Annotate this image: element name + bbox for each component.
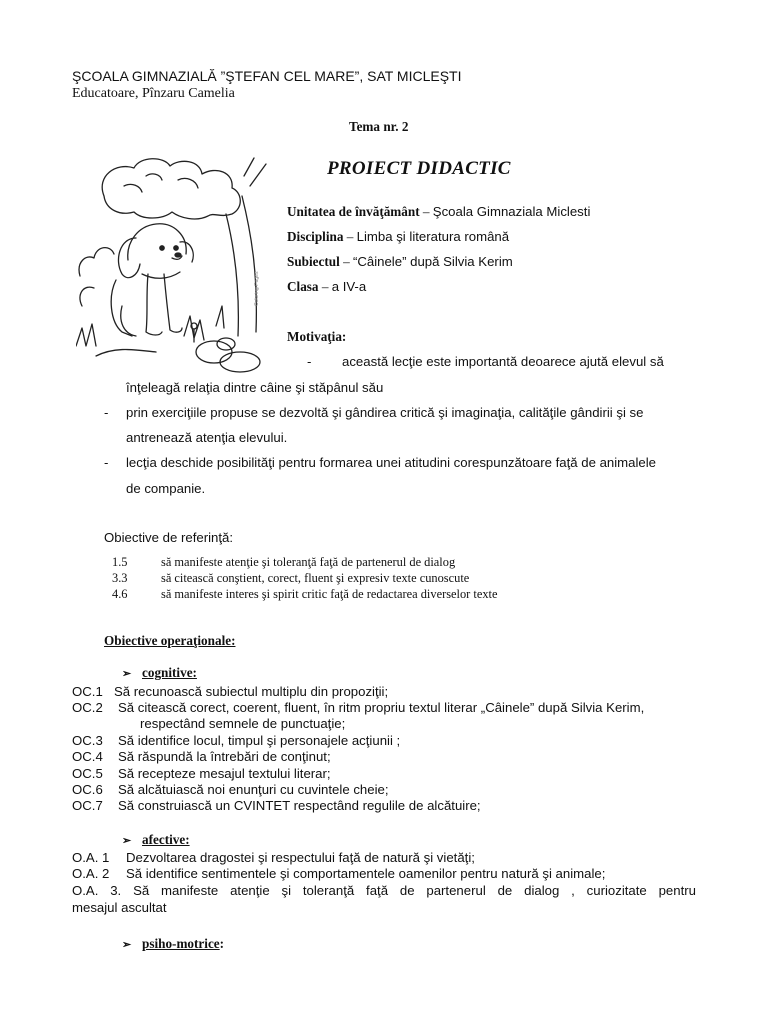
motivation-item-3-line-2: de companie. — [126, 481, 206, 496]
info-subject: Subiectul – “Câinele” după Silvia Kerim — [287, 254, 513, 269]
oc-3: OC.3 Să identifice locul, timpul şi personajele acţiunii ; — [72, 733, 401, 748]
page-title: PROIECT DIDACTIC — [327, 158, 511, 179]
motivation-bullet-3: - — [104, 455, 109, 470]
oc-6: OC.6 Să alcătuiască noi enunţuri cu cuvintele cheie; — [72, 782, 389, 797]
arrow-bullet-icon: ➢ — [122, 668, 132, 680]
oc-1: OC.1 Să recunoască subiectul multiplu din propoziţii; — [72, 684, 389, 699]
school-name: ŞCOALA GIMNAZIALĂ ”ŞTEFAN CEL MARE”, SAT MICLEŞTI — [72, 68, 462, 84]
oc-5: OC.5 Să recepteze mesajul textului literar; — [72, 766, 331, 781]
watermark: Coloring-Pages — [254, 271, 260, 306]
oc-4: OC.4 Să răspundă la întrebări de conţinut; — [72, 749, 331, 764]
affective-heading: ➢ afective: — [122, 832, 190, 847]
oc-2-continuation: respectând semnele de punctuaţie; — [140, 716, 346, 731]
reference-code-2: 3.3 — [112, 571, 128, 585]
info-school-unit: Unitatea de învăţământ – Şcoala Gimnaziala Miclesti — [287, 204, 591, 219]
reference-text-3: să manifeste interes şi spirit critic faţă de redactarea diverselor texte — [161, 587, 498, 601]
motivation-item-1-line-1: această lecţie este importantă deoarece ajută elevul să — [342, 354, 664, 369]
info-class: Clasa – a IV-a — [287, 279, 367, 294]
reference-text-2: să citească conştient, corect, fluent şi expresiv texte cunoscute — [161, 571, 470, 585]
reference-code-3: 4.6 — [112, 587, 128, 601]
oa-2: O.A. 2 Să identifice sentimentele şi comportamentele oamenilor pentru natură şi animale; — [72, 866, 606, 881]
reference-heading: Obiective de referinţă: — [104, 530, 234, 545]
motivation-heading: Motivaţia: — [287, 329, 347, 344]
psychomotor-heading: ➢ psiho-motrice: — [122, 936, 225, 951]
motivation-item-3-line-1: lecţia deschide posibilităţi pentru formarea unei atitudini corespunzătoare faţă de animalele — [126, 455, 657, 470]
oa-3: O.A. 3. Să manifeste atenţie şi toleranţă faţă de partenerul de dialog , curiozitate pentru — [72, 883, 696, 898]
theme-number: Tema nr. 2 — [349, 119, 409, 134]
cognitive-heading: ➢ cognitive: — [122, 665, 197, 680]
motivation-bullet-2: - — [104, 405, 109, 420]
reference-text-1: să manifeste atenţie şi toleranţă faţă de partenerul de dialog — [161, 555, 456, 569]
motivation-item-2-line-2: antrenează atenţia elevului. — [126, 430, 288, 445]
oa-1: O.A. 1 Dezvoltarea dragostei şi respectului faţă de natură şi vietăţi; — [72, 850, 475, 865]
oc-2: OC.2 Să citească corect, coerent, fluent, în ritm propriu textul literar „Câinele” după Silvia Kerim, — [72, 700, 645, 715]
oa-3-continuation: mesajul ascultat — [72, 900, 167, 915]
teacher-name: Educatoare, Pînzaru Camelia — [72, 86, 235, 101]
info-discipline: Disciplina – Limba şi literatura română — [287, 229, 510, 244]
operational-heading: Obiective operaţionale: — [104, 633, 236, 648]
arrow-bullet-icon: ➢ — [122, 939, 132, 951]
oc-7: OC.7 Să construiască un CVINTET respectând regulile de alcătuire; — [72, 798, 481, 813]
arrow-bullet-icon: ➢ — [122, 835, 132, 847]
motivation-item-1-line-2: înţeleagă relaţia dintre câine şi stăpânul său — [126, 380, 384, 395]
puppy-illustration — [76, 156, 272, 376]
motivation-item-2-line-1: prin exerciţiile propuse se dezvoltă şi gândirea critică şi imaginaţia, calităţile gândirii şi se — [126, 405, 644, 420]
motivation-bullet-1: - — [307, 354, 312, 369]
reference-code-1: 1.5 — [112, 555, 128, 569]
